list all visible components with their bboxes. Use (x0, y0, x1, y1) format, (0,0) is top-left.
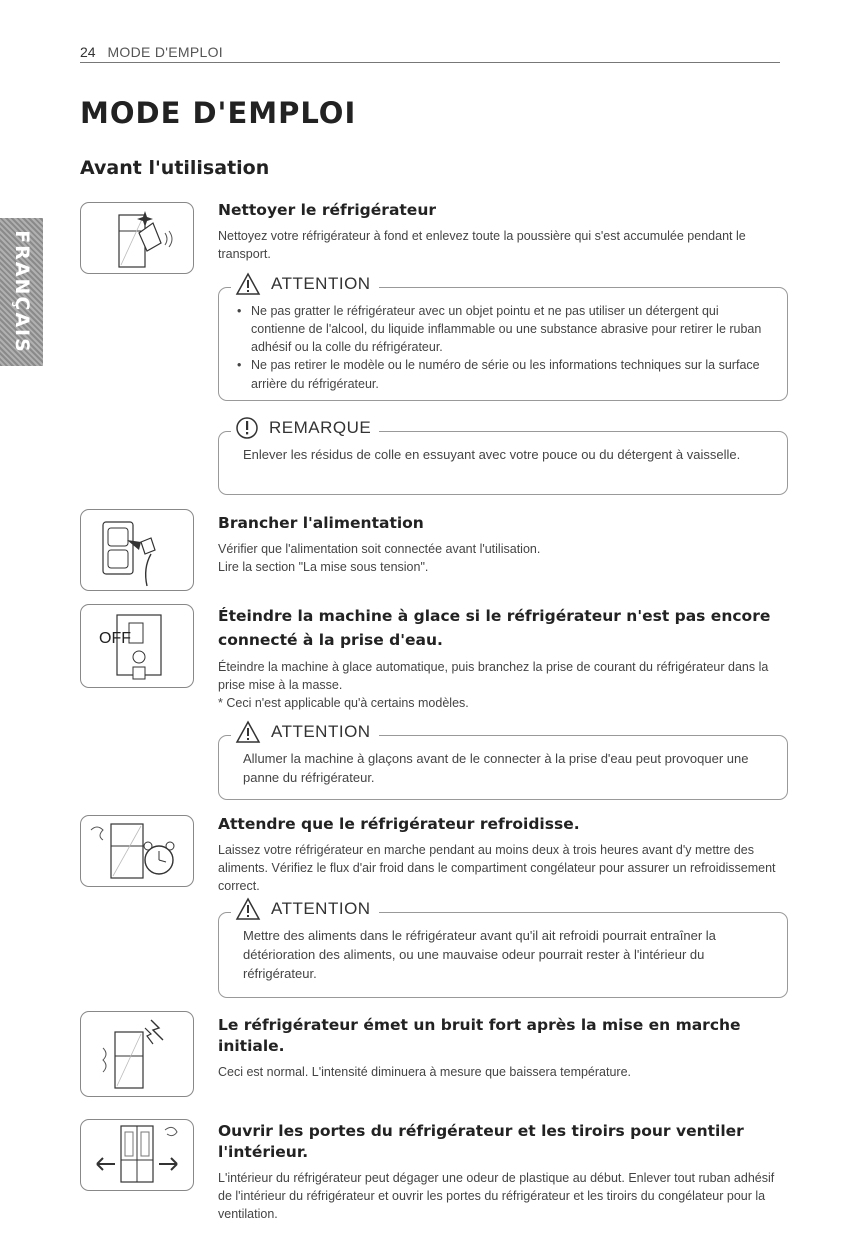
remarque-head (231, 416, 379, 440)
attention-2-head (231, 720, 379, 744)
warning-icon (235, 897, 261, 921)
cooling-illustration (80, 815, 194, 887)
item-noise (218, 1015, 788, 1081)
icemaker-illustration (80, 604, 194, 688)
item-power-line: Lire la section "La mise sous tension". (218, 560, 429, 575)
item-cooling-title: Attendre que le réfrigérateur refroidisse. (218, 815, 580, 833)
item-clean-title: Nettoyer le réfrigérateur (218, 201, 436, 219)
attention-2-label: ATTENTION (271, 722, 371, 741)
power-plug-icon (81, 510, 193, 590)
page-title: MODE D'EMPLOI (80, 96, 357, 130)
warning-icon (235, 272, 261, 296)
attention-1-bullet: • Ne pas gratter le réfrigérateur avec un objet pointu et ne pas utiliser un détergent qui contienne de l'alcool, du liquide inflammable ou une substance abrasive pour retirer le ruban adhésif ou la colle du réfrigérateur. (227, 302, 773, 356)
item-noise-body: Ceci est normal. L'intensité diminuera à mesure que baissera température. (218, 1064, 632, 1079)
page-header (80, 44, 780, 63)
icemaker-off-icon (81, 605, 193, 687)
ventilation-illustration (80, 1119, 194, 1191)
item-cooling (218, 814, 788, 895)
remarque-box (218, 418, 788, 495)
warning-icon (235, 720, 261, 744)
item-cooling-body: Laissez votre réfrigérateur en marche pendant au moins deux à trois heures avant d'y mettre des aliments. Vérifiez le flux d'air froid dans le compartiment congélateur pour assurer un refroidissement correct. (218, 842, 776, 894)
attention-box-3 (218, 899, 788, 998)
noise-illustration (80, 1011, 194, 1097)
remarque-text: Enlever les résidus de colle en essuyant avec votre pouce ou du détergent à vaisselle. (243, 447, 741, 462)
attention-1-label: ATTENTION (271, 274, 371, 293)
attention-1-head (231, 272, 379, 296)
open-doors-icon (81, 1120, 193, 1190)
item-noise-title: Le réfrigérateur émet un bruit fort après la mise en marche initiale. (218, 1016, 741, 1055)
cleaning-illustration (80, 202, 194, 274)
attention-box-1 (218, 274, 788, 401)
item-icemaker-title: Éteindre la machine à glace si le réfrigérateur n'est pas encore connecté à la prise d'eau. (218, 607, 771, 650)
item-power (218, 513, 788, 576)
noise-icon (81, 1012, 193, 1096)
plug-illustration (80, 509, 194, 591)
clock-icon (81, 816, 193, 886)
cleaning-icon (81, 203, 193, 273)
attention-2-text: Allumer la machine à glaçons avant de le connecter à la prise d'eau peut provoquer une panne du réfrigérateur. (243, 751, 749, 785)
item-icemaker (218, 604, 788, 712)
item-clean-body: Nettoyez votre réfrigérateur à fond et enlevez toute la poussière qui s'est accumulée pendant le transport. (218, 228, 746, 262)
item-ventilation (218, 1121, 788, 1223)
attention-3-head (231, 897, 379, 921)
item-power-line: Vérifier que l'alimentation soit connectée avant l'utilisation. (218, 541, 541, 556)
language-label: FRANÇAIS (10, 230, 33, 354)
header-title: MODE D'EMPLOI (107, 44, 223, 60)
note-icon (235, 416, 259, 440)
item-power-title: Brancher l'alimentation (218, 514, 424, 532)
item-ventilation-title: Ouvrir les portes du réfrigérateur et les tiroirs pour ventiler l'intérieur. (218, 1122, 744, 1161)
attention-3-text: Mettre des aliments dans le réfrigérateur avant qu'il ait refroidi pourrait entraîner la détérioration des aliments, ou une mauvaise odeur pourrait rester à l'intérieur du réfrigérateur. (243, 928, 716, 981)
attention-box-2 (218, 722, 788, 800)
item-icemaker-footnote: * Ceci n'est applicable qu'à certains modèles. (218, 696, 469, 711)
attention-1-bullet: • Ne pas retirer le modèle ou le numéro de série ou les informations techniques sur la surface arrière du réfrigérateur. (227, 356, 773, 392)
language-side-tab (0, 218, 43, 366)
attention-1-list (227, 302, 773, 393)
attention-3-label: ATTENTION (271, 899, 371, 918)
page-number: 24 (80, 44, 96, 60)
item-clean (218, 200, 788, 263)
item-icemaker-body: Éteindre la machine à glace automatique, puis branchez la prise de courant du réfrigérateur dans la prise mise à la masse. (218, 660, 769, 693)
remarque-label: REMARQUE (269, 418, 372, 437)
item-ventilation-body: L'intérieur du réfrigérateur peut dégager une odeur de plastique au début. Enlever tout ruban adhésif de l'intérieur du réfrigérateur et ouvrir les portes du réfrigérateur et les tiroirs du congélateur pour la ventilation. (218, 1170, 775, 1222)
off-label: OFF (99, 630, 131, 647)
section-title: Avant l'utilisation (80, 157, 270, 179)
